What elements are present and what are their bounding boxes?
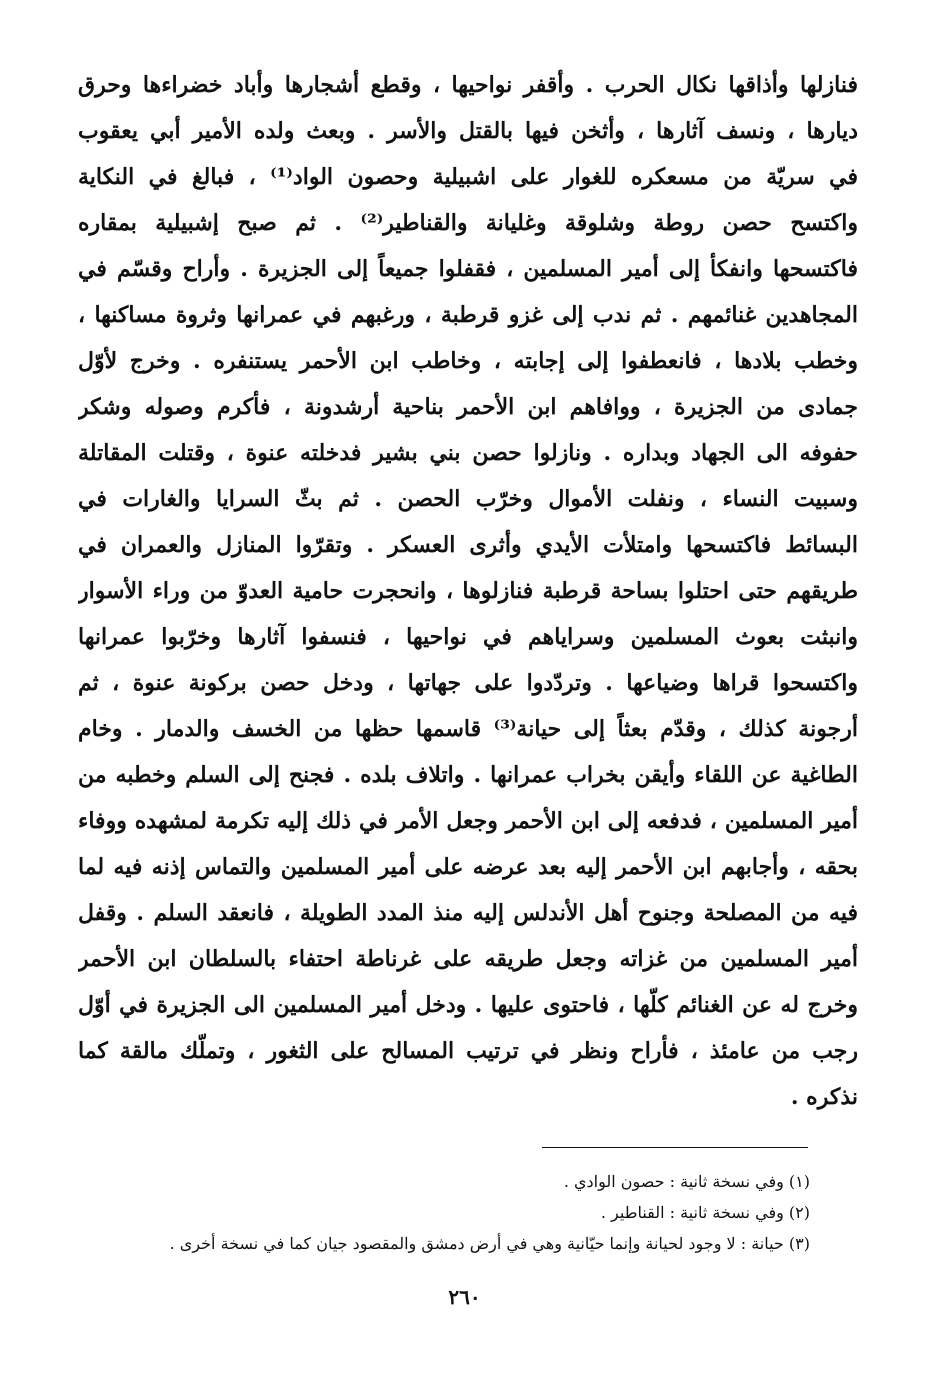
text-line: وخرج له عن الغنائم كلّها ، فاحتوى عليها . ودخل أمير المسلمين الى الجزيرة في أوّل bbox=[78, 992, 858, 1018]
text-line: حفوفه الى الجهاد وبداره . ونازلوا حصن بني بشير فدخلته عنوة ، وقتلت المقاتلة bbox=[78, 440, 858, 466]
text-line: نذكره . bbox=[790, 1084, 858, 1110]
text-line: فيه من المصلحة وجنوح أهل الأندلس إليه منذ المدد الطويلة ، فانعقد السلم . وقفل bbox=[78, 900, 858, 926]
footnote-separator bbox=[542, 1147, 808, 1148]
text-line: واكتسح حصن روطة وشلوقة وغليانة والقناطير⁽²⁾ . ثم صبح إشبيلية بمقاره bbox=[78, 210, 858, 236]
text-line: طريقهم حتى احتلوا بساحة قرطبة فنازلوها ، وانحجرت حامية العدوّ من وراء الأسوار bbox=[78, 578, 858, 604]
text-line: فنازلها وأذاقها نكال الحرب . وأقفر نواحيها ، وقطع أشجارها وأباد خضراءها وحرق bbox=[78, 72, 858, 98]
text-line: واكتسحوا قراها وضياعها . وتردّدوا على جهاتها ، ودخل حصن بركونة عنوة ، ثم bbox=[78, 670, 858, 696]
main-text-block bbox=[78, 62, 858, 1120]
footnote: (١) وفي نسخة ثانية : حصون الوادي . bbox=[563, 1172, 810, 1191]
text-line: البسائط فاكتسحها وامتلأت الأيدي وأثرى العسكر . وتقرّوا المنازل والعمران في bbox=[78, 532, 858, 558]
footnote: (٢) وفي نسخة ثانية : القناطير . bbox=[600, 1203, 810, 1222]
text-line: أمير المسلمين من غزاته وجعل طريقه على غرناطة احتفاء بالسلطان ابن الأحمر bbox=[78, 946, 858, 972]
text-line: الطاغية عن اللقاء وأيقن بخراب عمرانها . واتلاف بلده . فجنح إلى السلم وخطبه من bbox=[78, 762, 858, 788]
text-line: ديارها ، ونسف آثارها ، وأثخن فيها بالقتل والأسر . وبعث ولده الأمير أبي يعقوب bbox=[78, 118, 858, 144]
footnotes-block bbox=[100, 1166, 810, 1259]
text-line: رجب من عامئذ ، فأراح ونظر في ترتيب المسالح على الثغور ، وتملّك مالقة كما bbox=[78, 1038, 858, 1064]
text-line: في سريّة من مسعكره للغوار على اشبيلية وحصون الواد⁽¹⁾ ، فبالغ في النكاية bbox=[78, 164, 858, 190]
text-line: وانبثت بعوث المسلمين وسراياهم في نواحيها ، فنسفوا آثارها وخرّبوا عمرانها bbox=[78, 624, 858, 650]
text-line: بحقه ، وأجابهم ابن الأحمر إليه بعد عرضه على أمير المسلمين والتماس إذنه فيه لما bbox=[78, 854, 858, 880]
text-line: أمير المسلمين ، فدفعه إلى ابن الأحمر وجعل الأمر في ذلك إليه تكرمة لمشهده ووفاء bbox=[78, 808, 858, 834]
text-line: جمادى من الجزيرة ، ووافاهم ابن الأحمر بناحية أرشدونة ، فأكرم وصوله وشكر bbox=[78, 394, 858, 420]
footnote: (٣) حيانة : لا وجود لحيانة وإنما حيّانية وهي في أرض دمشق والمقصود جيان كما في نسخة أخرى . bbox=[169, 1234, 810, 1253]
text-line: أرجونة كذلك ، وقدّم بعثاً إلى حيانة⁽³⁾ قاسمها حظها من الخسف والدمار . وخام bbox=[78, 716, 858, 742]
text-line: فاكتسحها وانفكأ إلى أمير المسلمين ، فقفلوا جميعاً إلى الجزيرة . وأراح وقسّم في bbox=[78, 256, 858, 282]
page-number: ٢٦٠ bbox=[448, 1285, 481, 1309]
text-line: وخطب بلادها ، فانعطفوا إلى إجابته ، وخاطب ابن الأحمر يستنفره . وخرج لأوّل bbox=[78, 348, 858, 374]
text-line: وسبيت النساء ، ونفلت الأموال وخرّب الحصن . ثم بثّ السرايا والغارات في bbox=[78, 486, 858, 512]
text-line: المجاهدين غنائمهم . ثم ندب إلى غزو قرطبة ، ورغبهم في عمرانها وثروة مساكنها ، bbox=[78, 302, 858, 328]
